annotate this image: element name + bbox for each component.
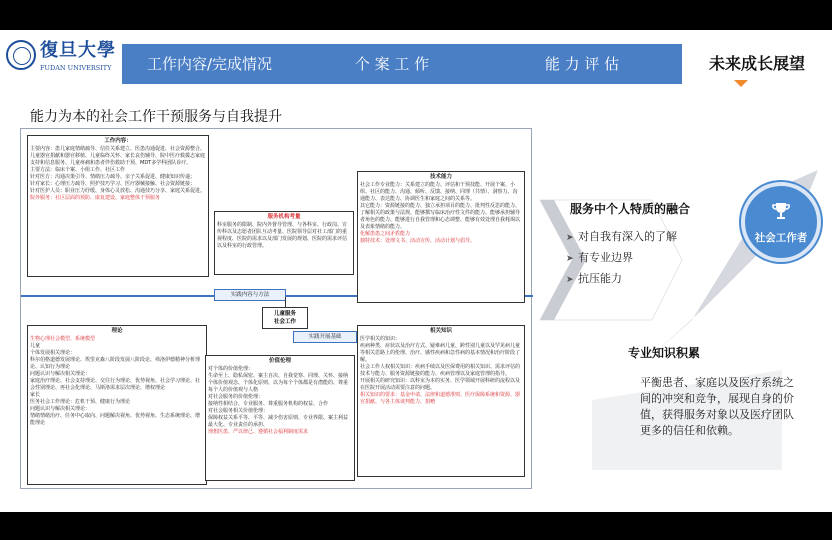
work-line: 主要内容：患儿家庭情绪疏导、信任关系建立、医患沟通促进、社会资源整合、儿童器官捐献和器官移植、儿童临终关怀、家长哀伤辅导、院中医疗救援志家庭支持和信息服务、儿童疼痛和患者伴伤救助干预、MDT多学科团队诊疗。 [30,146,206,166]
technical-skills-box [357,171,525,303]
related-knowledge-title: 相关知识 [429,328,452,334]
theory-line: 科尔伯格道德发展理论、埃里克森八阶段发展八阶段论、弗洛伊德精神分析理论、认知行为理论 [30,357,201,370]
value-ethics-title: 价值伦理 [268,358,291,364]
tab-case-work[interactable]: 个 案 工 作 [354,55,430,73]
work-content-box [27,135,209,277]
logo-name-cn: 復旦大學 [40,40,116,61]
logo-name-en: FUDAN UNIVERSITY [40,64,112,72]
values-line: 对个体的价值伦理： [208,366,254,372]
org-consideration-title: 服务机构考量 [267,214,301,220]
values-line: 接纳性相结合、专业服务、尊重服务机构的权益、合作 [208,401,329,407]
work-line: 针对医护人员：职业压力纾缓、身体心灵放松、沟通技巧分享、家庭关系促进。 [30,188,206,194]
knowledge-line: 开展相关的研究知识：以科室为本的实务、医学领域开展科研的流程以及在医院开展活动需要注意的问题。 [360,378,521,391]
university-seal-icon [6,40,36,70]
theory-box [27,325,207,485]
knowledge-accumulation-text: 平衡患者、家庭以及医疗系统之间的冲突和竞争，展现自身的价值，获得服务对象以及医疗团队更多的信任和依赖。 [640,376,794,437]
social-worker-goal-badge [741,182,821,262]
work-line: 针对家长：心理压力疏导、照护技巧学习、医疗器械接触、社会资源链接； [30,181,196,187]
knowledge-line: 医学相关的知识： [360,336,401,342]
skills-red-line: 化解患患之间矛盾能力 [360,231,411,237]
slide [0,30,832,512]
tab-work-content[interactable]: 工作内容/完成情况 [146,55,273,73]
values-line: 保障权益关系平等、平等、减少伤害原则、专业界限、案主利益最大化、专业责任的承担、 [208,415,349,428]
skills-line: 其它能力：资源链接的能力、独立承担项目的能力、批判性反思的能力、了解相关的政策与法规、能够撰写临床治疗性文件的能力、能够承担辅导者角色的能力、能够进行自我管理和心态调整、能够有效处理自我耗竭以及表象情绪的能力、 [360,203,521,230]
theory-line: 情绪情绪治疗、任务中心取向、问题解决视角、优势视角、生态系统理论、增能理论 [30,413,201,426]
skills-red-line: 独特技术：处理文书、活动宣传、活动计划与倡导。 [360,238,476,244]
work-line: 针对医方：沟通决策引导、情绪压力疏导、亲子关系促进、健康知识传递； [30,174,196,180]
arrow-right-icon: ➤ [566,275,574,285]
ability-diagram [20,128,532,489]
related-knowledge-box [357,325,525,477]
foundation-chip: 实践开展基础 [293,331,357,343]
trait-bullet-text: 有专业边界 [578,251,633,264]
values-line: 对社会服务的价值伦理： [208,394,264,400]
center-label: 儿童服务 社会工作 [273,311,296,325]
knowledge-line: 疾病种类、症状以及治疗方式、疑难病儿童、跨性别儿童以及罕见病儿童等相关思路上的伦理、治疗、感性疾病和急性病的基本情况和治疗阶段了解。 [360,343,521,363]
theory-line: 儿童 [30,343,41,349]
work-content-title: 工作内容： [104,138,132,144]
tab-ability-assessment[interactable]: 能 力 评 估 [544,55,620,73]
active-tab-indicator [734,80,748,87]
top-bar [0,30,832,84]
nav-bar [122,44,832,84]
knowledge-line: 社会工作人权相关知识：疾病手续以及医保费用的相关知识、需求评估的技术与能力、服务资源链接的能力、疾病管理以及家庭管理的指导。 [360,364,521,377]
trait-bullet-text: 抗压能力 [578,272,622,285]
work-outreach-line: 院外服务：社区层面的预防、康复建设、家庭整体干预服务 [30,195,161,201]
theory-line: 问题认识与解决相关理论： [30,406,91,412]
tab-future-growth[interactable]: 未来成长展望 [682,44,832,84]
theory-red-line: 生物心理社会模型、系统模型 [30,336,96,342]
trait-bullet [566,270,622,286]
trait-bullet-text: 对自我有深入的了解 [578,230,677,243]
value-ethics-box [205,355,355,481]
skills-line: 社会工作专业能力：关系建立的能力、评估和干预技能、开展个案、小组、社区的能力、沟通、倾听、反馈、接纳、同理（共情）、洞察力、沟通能力、表达能力、协调医生和家庭之间的关系等。 [360,182,518,202]
theory-line: 个体发展相关理论： [30,350,76,356]
trophy-icon [769,200,793,224]
theory-line: 家庭治疗理论、社会支持理论、交往行为理论、优势视角、社会学习理论、社会性别理论、再社会化理论、马斯洛需求层次理论、增权理论 [30,378,201,391]
knowledge-accumulation-heading: 专业知识积累 [628,346,701,360]
org-consideration-box [214,211,354,275]
values-line: 生命至上、隐私保密、案主自决、自我觉察、同理、关怀、接纳个体价值观念、个体化原则、以为每个个体都是有潜能的、尊重每个人的价值观与人格 [208,373,349,393]
values-red-line: 理想医患、严以律己、遵循社会福利制度需求 [208,429,309,435]
page-title: 能力为本的社会工作干预服务与自我提升 [30,109,282,125]
theory-line: 医务社会工作理论：危机干预、健康行为理论 [30,399,131,405]
knowledge-red-line: 相关知识的要求：基金申请、法律和道德准则、医疗保障系统和资源、器官捐献、与各主体谈判能力、捐赠 [360,392,521,405]
theory-line: 家长 [30,392,41,398]
practice-chip: 实践内容与方法 [214,289,286,301]
center-box [262,307,308,329]
trait-bullet [566,249,633,265]
theory-line: 问题认识与解决相关理论： [30,371,91,377]
arrow-right-icon: ➤ [566,233,574,243]
trait-integration-heading: 服务中个人特质的融合 [570,202,691,216]
values-line: 对社会服务相关价值伦理： [208,408,269,414]
goal-label: 社会工作者 [754,232,808,244]
arrow-right-icon: ➤ [566,254,574,264]
org-consideration-text: 科室服务的限制、院内外督导管理、与各科室、行政岗、宣传科以及志愿者团队互动考量、医院领导层对社工部门的重视程度、医院的需求以及部门发展的规划、医院的需求评估以及科室的行政管理。 [217,222,348,249]
work-line: 主要方法：临床个案、小组工作、社区工作 [30,167,126,173]
university-logo [0,30,122,84]
technical-skills-title: 技术能力 [429,174,452,180]
connector-line [285,297,286,307]
trait-bullet [566,228,677,244]
theory-title: 理论 [111,328,123,334]
